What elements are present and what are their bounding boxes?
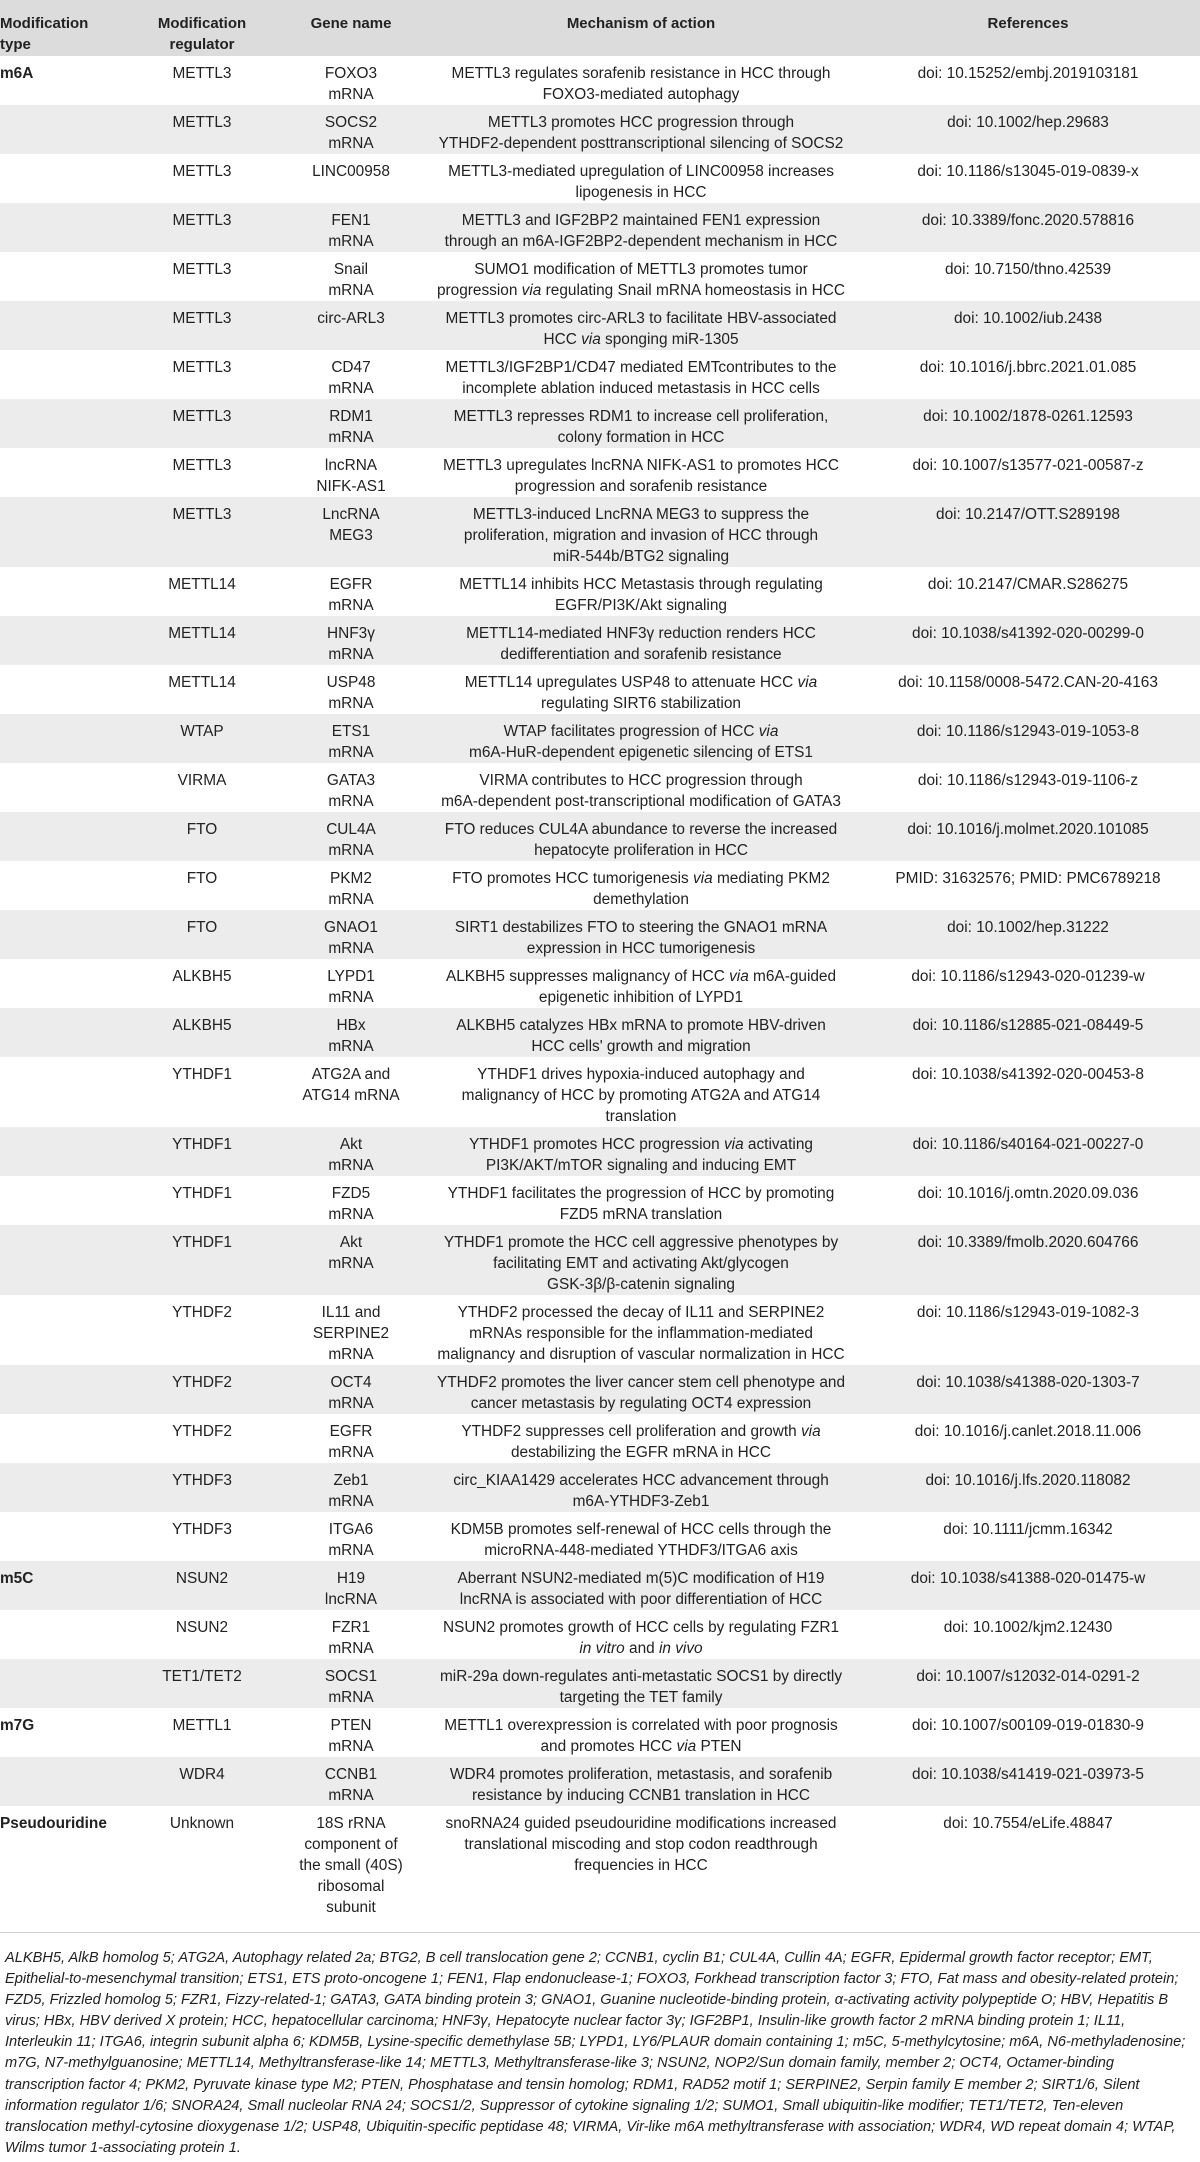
cell-regulator: METTL3 [128,399,276,448]
cell-gene-name: ETS1 mRNA [276,714,426,763]
header-gene-name: Gene name [276,0,426,56]
cell-modification-type: m5C [0,1561,128,1610]
cell-modification-type [0,1176,128,1225]
cell-regulator: YTHDF1 [172,1066,232,1083]
cell-regulator: YTHDF2 [172,1304,232,1321]
cell-gene-name: RDM1 mRNA [276,399,426,448]
cell-modification-type: m6A [0,65,34,82]
cell-gene-name: EGFR mRNA [328,576,374,614]
cell-modification-type [0,1008,128,1057]
table-row [0,497,1200,567]
table-row [0,714,1200,763]
cell-regulator: METTL3 [172,359,232,376]
cell-mechanism: METTL14 inhibits HCC Metastasis through regulating EGFR/PI3K/Akt signaling [459,576,823,614]
table-bottom-rule [0,1932,1200,1933]
table-row [0,1757,1200,1806]
cell-modification-type [0,910,128,959]
cell-mechanism: METTL14 upregulates USP48 to attenuate HCC via regulating SIRT6 stabilization [464,674,818,712]
cell-regulator: NSUN2 [128,1561,276,1610]
cell-mechanism: YTHDF1 drives hypoxia-induced autophagy and malignancy of HCC by promoting ATG2A and ATG14 translation [461,1066,821,1125]
cell-regulator: YTHDF3 [172,1521,232,1538]
cell-modification-type [0,399,128,448]
cell-gene-name: FZR1 mRNA [328,1619,374,1657]
cell-regulator: METTL3 [128,105,276,154]
cell-reference: doi: 10.7150/thno.42539 [944,261,1112,278]
cell-reference: doi: 10.1007/s00109-019-01830-9 [912,1717,1144,1734]
cell-mechanism: YTHDF1 promote the HCC cell aggressive phenotypes by facilitating EMT and activating Akt/glycogen GSK-3β/β-catenin signaling [426,1225,856,1295]
cell-gene-name: lncRNA NIFK-AS1 [316,457,386,495]
cell-regulator: METTL14 [168,674,236,691]
cell-modification-type [0,301,128,350]
table-row [0,1610,1200,1659]
cell-mechanism: METTL3 represses RDM1 to increase cell proliferation, colony formation in HCC [426,399,856,448]
cell-gene-name: CD47 mRNA [328,359,374,397]
table-row [0,1127,1200,1176]
cell-mechanism: YTHDF2 promotes the liver cancer stem cell phenotype and cancer metastasis by regulating OCT4 expression [426,1365,856,1414]
cell-mechanism: SUMO1 modification of METTL3 promotes tumor progression via regulating Snail mRNA homeostasis in HCC [436,261,846,299]
table-row [0,1057,1200,1127]
cell-gene-name: FEN1 mRNA [276,203,426,252]
cell-reference: doi: 10.1016/j.lfs.2020.118082 [856,1463,1200,1512]
table-row [0,567,1200,616]
cell-regulator: YTHDF1 [128,1127,276,1176]
cell-reference: doi: 10.2147/CMAR.S286275 [927,576,1129,593]
cell-regulator: METTL3 [128,203,276,252]
cell-modification-type [0,763,128,812]
cell-gene-name: PKM2 mRNA [328,870,374,908]
cell-reference: PMID: 31632576; PMID: PMC6789218 [895,870,1161,887]
cell-modification-type [0,567,128,616]
cell-gene-name: GATA3 mRNA [326,772,376,810]
table-row [0,56,1200,105]
cell-modification-type: Pseudouridine [0,1815,107,1832]
cell-regulator: NSUN2 [175,1619,229,1636]
cell-mechanism: VIRMA contributes to HCC progression through m6A-dependent post-transcriptional modification of GATA3 [441,772,841,810]
cell-reference: doi: 10.1007/s13577-021-00587-z [912,457,1144,474]
cell-regulator: VIRMA [177,772,227,789]
cell-modification-type [0,350,128,399]
cell-reference: doi: 10.1186/s12943-019-1053-8 [856,714,1200,763]
cell-reference: doi: 10.1002/1878-0261.12593 [856,399,1200,448]
cell-reference: doi: 10.1038/s41388-020-01475-w [856,1561,1200,1610]
table-row [0,1365,1200,1414]
cell-gene-name: IL11 and SERPINE2 mRNA [312,1304,390,1363]
cell-gene-name: SOCS1 mRNA [276,1659,426,1708]
cell-gene-name: H19 lncRNA [276,1561,426,1610]
table-row [0,252,1200,301]
cell-regulator: YTHDF2 [128,1365,276,1414]
cell-modification-type [0,1057,128,1127]
cell-mechanism: SIRT1 destabilizes FTO to steering the GNAO1 mRNA expression in HCC tumorigenesis [426,910,856,959]
cell-mechanism: snoRNA24 guided pseudouridine modifications increased translational miscoding and stop codon readthrough frequencies in HCC [445,1815,837,1874]
cell-mechanism: FTO promotes HCC tumorigenesis via mediating PKM2 demethylation [452,870,830,908]
cell-modification-type [0,1127,128,1176]
cell-gene-name: CCNB1 mRNA [276,1757,426,1806]
cell-mechanism: METTL3 regulates sorafenib resistance in HCC through FOXO3-mediated autophagy [451,65,831,103]
table-row [0,1512,1200,1561]
cell-mechanism: METTL3/IGF2BP1/CD47 mediated EMTcontributes to the incomplete ablation induced metastasis in HCC cells [445,359,837,397]
cell-modification-type [0,616,128,665]
cell-reference: doi: 10.1016/j.molmet.2020.101085 [856,812,1200,861]
cell-mechanism: FTO reduces CUL4A abundance to reverse the increased hepatocyte proliferation in HCC [426,812,856,861]
cell-regulator: Unknown [169,1815,235,1832]
table-row [0,1225,1200,1295]
cell-regulator: METTL3 [128,301,276,350]
table-row [0,1561,1200,1610]
cell-reference: doi: 10.15252/embj.2019103181 [917,65,1139,82]
cell-regulator: WDR4 [128,1757,276,1806]
table-row [0,1008,1200,1057]
header-modification-regulator: Modification regulator [128,0,276,56]
cell-reference: doi: 10.1186/s12885-021-08449-5 [856,1008,1200,1057]
cell-gene-name: SOCS2 mRNA [276,105,426,154]
table-row [0,399,1200,448]
cell-regulator: METTL14 [168,576,236,593]
cell-reference: doi: 10.1016/j.omtn.2020.09.036 [917,1185,1139,1202]
cell-modification-type [0,812,128,861]
cell-regulator: FTO [186,870,218,887]
cell-regulator: YTHDF3 [128,1463,276,1512]
cell-modification-type [0,448,128,497]
cell-gene-name: CUL4A mRNA [276,812,426,861]
cell-reference: doi: 10.1038/s41419-021-03973-5 [856,1757,1200,1806]
cell-mechanism: KDM5B promotes self-renewal of HCC cells through the microRNA-448-mediated YTHDF3/ITGA6 axis [450,1521,832,1559]
table-row [0,448,1200,497]
cell-modification-type [0,203,128,252]
cell-reference: doi: 10.1186/s12943-019-1106-z [917,772,1139,789]
cell-mechanism: METTL3 upregulates lncRNA NIFK-AS1 to promotes HCC progression and sorafenib resistance [442,457,840,495]
table-row [0,763,1200,812]
header-row [0,0,1200,56]
cell-mechanism: METTL3-induced LncRNA MEG3 to suppress the proliferation, migration and invasion of HCC through miR-544b/BTG2 signaling [426,497,856,567]
cell-reference: doi: 10.3389/fmolb.2020.604766 [856,1225,1200,1295]
cell-gene-name: Akt mRNA [276,1225,426,1295]
cell-regulator: METTL3 [172,163,232,180]
cell-mechanism: METTL1 overexpression is correlated with poor prognosis and promotes HCC via PTEN [444,1717,838,1755]
cell-mechanism: ALKBH5 catalyzes HBx mRNA to promote HBV-driven HCC cells' growth and migration [426,1008,856,1057]
table-row [0,1806,1200,1918]
cell-mechanism: METTL14-mediated HNF3γ reduction renders HCC dedifferentiation and sorafenib resistance [426,616,856,665]
table-row [0,1659,1200,1708]
table-footnote: ALKBH5, AlkB homolog 5; ATG2A, Autophagy related 2a; BTG2, B cell translocation gene 2; CCNB1, cyclin B1; CUL4A, Cullin 4A; EGFR, Epidermal growth factor receptor; EMT, Epithelial-to-mesenchymal transition; ETS1, ETS proto-oncogene 1; FEN1, Flap endonuclease-1; FOXO3, Forkhead transcription factor 3; FTO, Fat mass and obesity-related protein; FZD5, Frizzled homolog 5; FZR1, Fizzy-related-1; GATA3, GATA binding protein 3; GNAO1, Guanine nucleotide-binding protein, α-activating activity polypeptide O; HBV, Hepatitis B virus; HBx, HBV derived X protein; HCC, hepatocellular carcinoma; HNF3γ, Hepatocyte nuclear factor 3γ; IGF2BP1, Insulin-like growth factor 2 mRNA binding protein 1; IL11, Interleukin 11; ITGA6, integrin subunit alpha 6; KDM5B, Lysine-specific demethylase 5B; LYPD1, LY6/PLAUR domain containing 1; m5C, 5-methylcytosine; m6A, N6-methyladenosine; m7G, N7-methylguanosine; METTL14, Methyltransferase-like 14; METTL3, Methyltransferase-like 3; NSUN2, NOP2/Sun domain family, member 2; OCT4, Octamer-binding transcription factor 4; PKM2, Pyruvate kinase type M2; PTEN, Phosphatase and tensin homolog; RDM1, RAD52 motif 1; SERPINE2, Serpin family E member 2; SIRT1/6, Silent information regulator 1/6; SNORA24, Small nucleolar RNA 24; SOCS1/2, Suppressor of cytokine signaling 1/2; SUMO1, Small ubiquitin-like modifier; TET1/TET2, Ten-eleven translocation methyl-cytosine dioxygenase 1/2; USP48, Ubiquitin-specific peptidase 48; VIRMA, Vir-like m6A methyltransferase with association; WDR4, WD repeat domain 4; WTAP, Wilms tumor 1-associating protein 1. [5,1950,1186,2156]
cell-modification-type [0,1512,128,1561]
cell-gene-name: USP48 mRNA [326,674,376,712]
header-references: References [856,0,1200,56]
cell-regulator: TET1/TET2 [128,1659,276,1708]
table-row [0,203,1200,252]
cell-modification-type [0,252,128,301]
cell-mechanism: circ_KIAA1429 accelerates HCC advancement through m6A-YTHDF3-Zeb1 [426,1463,856,1512]
cell-mechanism: ALKBH5 suppresses malignancy of HCC via m6A-guided epigenetic inhibition of LYPD1 [445,968,837,1006]
table-body [0,56,1200,1918]
cell-gene-name: ITGA6 mRNA [328,1521,374,1559]
cell-modification-type [0,105,128,154]
cell-reference: doi: 10.1002/hep.29683 [856,105,1200,154]
cell-regulator: METTL3 [172,65,232,82]
cell-mechanism: METTL3 and IGF2BP2 maintained FEN1 expression through an m6A-IGF2BP2-dependent mechanism in HCC [426,203,856,252]
cell-gene-name: HNF3γ mRNA [276,616,426,665]
cell-modification-type [0,497,128,567]
table-row [0,665,1200,714]
cell-modification-type [0,1610,128,1659]
cell-mechanism: YTHDF2 processed the decay of IL11 and SERPINE2 mRNAs responsible for the inflammation-mediated malignancy and disruption of vascular normalization in HCC [437,1304,845,1363]
cell-modification-type [0,1225,128,1295]
cell-reference: doi: 10.1007/s12032-014-0291-2 [856,1659,1200,1708]
cell-reference: doi: 10.1016/j.canlet.2018.11.006 [914,1423,1142,1440]
cell-reference: doi: 10.1016/j.bbrc.2021.01.085 [919,359,1137,376]
cell-gene-name: EGFR mRNA [328,1423,374,1461]
cell-mechanism: Aberrant NSUN2-mediated m(5)C modification of H19 lncRNA is associated with poor differentiation of HCC [426,1561,856,1610]
cell-regulator: ALKBH5 [172,968,232,985]
cell-reference: doi: 10.1186/s12943-019-1082-3 [916,1304,1140,1321]
header-mechanism: Mechanism of action [426,0,856,56]
header-modification-type: Modification type [0,0,128,56]
cell-gene-name: Zeb1 mRNA [276,1463,426,1512]
table-row [0,1176,1200,1225]
cell-mechanism: YTHDF2 suppresses cell proliferation and growth via destabilizing the EGFR mRNA in HCC [461,1423,821,1461]
table-row [0,301,1200,350]
cell-mechanism: WDR4 promotes proliferation, metastasis, and sorafenib resistance by inducing CCNB1 translation in HCC [426,1757,856,1806]
cell-gene-name: FZD5 mRNA [328,1185,374,1223]
cell-regulator: WTAP [128,714,276,763]
cell-mechanism: NSUN2 promotes growth of HCC cells by regulating FZR1 in vitro and in vivo [442,1619,840,1657]
cell-reference: doi: 10.1002/hep.31222 [856,910,1200,959]
cell-regulator: YTHDF1 [172,1185,232,1202]
cell-reference: doi: 10.3389/fonc.2020.578816 [856,203,1200,252]
cell-reference: doi: 10.1186/s40164-021-00227-0 [856,1127,1200,1176]
cell-reference: doi: 10.1111/jcmm.16342 [943,1521,1113,1538]
table-row [0,154,1200,203]
cell-modification-type [0,1414,128,1463]
cell-modification-type [0,1365,128,1414]
cell-reference: doi: 10.1038/s41392-020-00453-8 [912,1066,1144,1083]
cell-regulator: METTL3 [172,261,232,278]
cell-modification-type [0,959,128,1008]
cell-reference: doi: 10.1038/s41392-020-00299-0 [856,616,1200,665]
cell-regulator: FTO [128,910,276,959]
table-row [0,910,1200,959]
table-row [0,861,1200,910]
cell-mechanism: YTHDF1 promotes HCC progression via activating PI3K/AKT/mTOR signaling and inducing EMT [426,1127,856,1176]
cell-modification-type [0,861,128,910]
cell-reference: doi: 10.1186/s13045-019-0839-x [917,163,1139,180]
cell-gene-name: PTEN mRNA [328,1717,374,1755]
cell-reference: doi: 10.7554/eLife.48847 [943,1815,1113,1832]
cell-regulator: FTO [128,812,276,861]
cell-reference: doi: 10.2147/OTT.S289198 [856,497,1200,567]
cell-gene-name: circ-ARL3 [276,301,426,350]
table-row [0,812,1200,861]
cell-mechanism: YTHDF1 facilitates the progression of HCC by promoting FZD5 mRNA translation [447,1185,835,1223]
cell-gene-name: GNAO1 mRNA [276,910,426,959]
cell-modification-type [0,1295,128,1365]
table-row [0,616,1200,665]
cell-gene-name: HBx mRNA [276,1008,426,1057]
cell-regulator: METTL14 [128,616,276,665]
cell-modification-type: m7G [0,1717,35,1734]
table-row [0,350,1200,399]
cell-regulator: METTL3 [172,457,232,474]
cell-reference: doi: 10.1038/s41388-020-1303-7 [856,1365,1200,1414]
cell-gene-name: Akt mRNA [276,1127,426,1176]
cell-modification-type [0,714,128,763]
cell-mechanism: miR-29a down-regulates anti-metastatic SOCS1 by directly targeting the TET family [426,1659,856,1708]
cell-gene-name: ATG2A and ATG14 mRNA [302,1066,400,1104]
table-row [0,1463,1200,1512]
cell-regulator: METTL3 [128,497,276,567]
table-header [0,0,1200,56]
cell-gene-name: 18S rRNA component of the small (40S) ribosomal subunit [299,1815,403,1916]
cell-regulator: ALKBH5 [128,1008,276,1057]
cell-gene-name: OCT4 mRNA [276,1365,426,1414]
cell-reference: doi: 10.1158/0008-5472.CAN-20-4163 [898,674,1158,691]
cell-modification-type [0,1757,128,1806]
table-row [0,1295,1200,1365]
cell-mechanism: METTL3-mediated upregulation of LINC00958 increases lipogenesis in HCC [448,163,834,201]
cell-gene-name: LINC00958 [312,163,390,180]
table-row [0,1414,1200,1463]
cell-modification-type [0,1659,128,1708]
table-row [0,105,1200,154]
cell-reference: doi: 10.1186/s12943-020-01239-w [911,968,1145,985]
cell-mechanism: WTAP facilitates progression of HCC via m6A-HuR-dependent epigenetic silencing of ETS1 [426,714,856,763]
cell-gene-name: LYPD1 mRNA [327,968,375,1006]
cell-mechanism: METTL3 promotes circ-ARL3 to facilitate HBV-associated HCC via sponging miR-1305 [426,301,856,350]
cell-gene-name: Snail mRNA [328,261,374,299]
table-row [0,1708,1200,1757]
cell-reference: doi: 10.1002/kjm2.12430 [943,1619,1113,1636]
cell-regulator: METTL1 [172,1717,232,1734]
cell-gene-name: FOXO3 mRNA [324,65,378,103]
table-row [0,959,1200,1008]
cell-regulator: YTHDF2 [172,1423,232,1440]
cell-modification-type [0,154,128,203]
cell-mechanism: METTL3 promotes HCC progression through YTHDF2-dependent posttranscriptional silencing of SOCS2 [426,105,856,154]
cell-modification-type [0,1463,128,1512]
cell-modification-type [0,665,128,714]
cell-regulator: YTHDF1 [128,1225,276,1295]
cell-gene-name: LncRNA MEG3 [276,497,426,567]
cell-reference: doi: 10.1002/iub.2438 [856,301,1200,350]
